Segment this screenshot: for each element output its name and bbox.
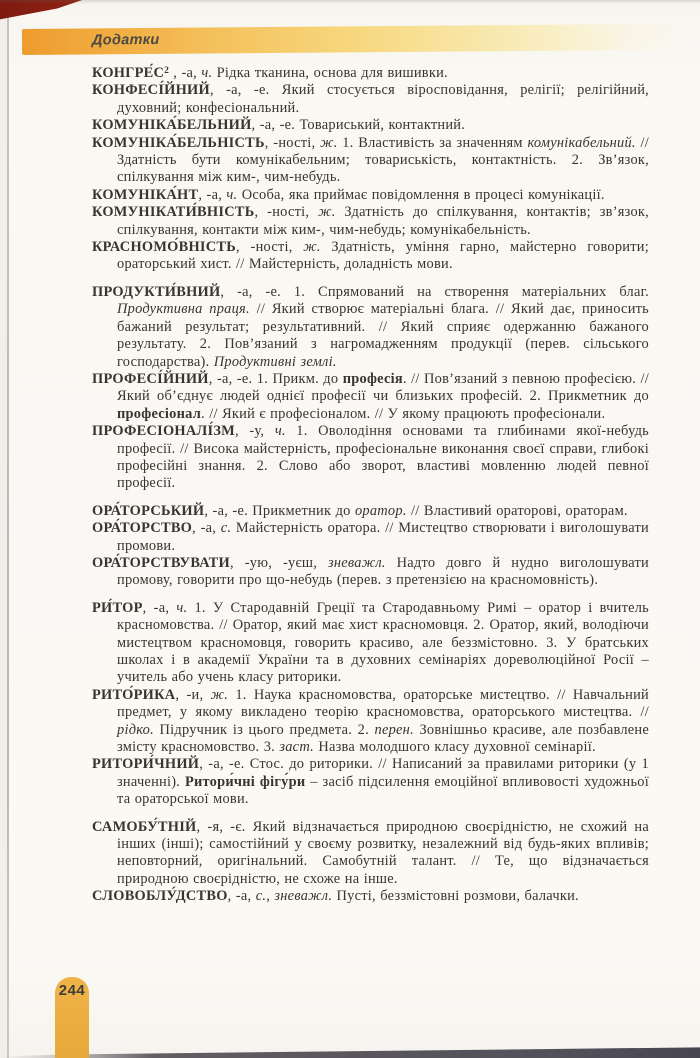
dictionary-entry — [92, 687, 649, 757]
entry-segment: Продуктивна праця. — [117, 301, 250, 318]
entry-segment: , -а, — [142, 599, 177, 616]
dictionary-entry — [92, 63, 649, 82]
dictionary-entry — [92, 187, 649, 204]
entry-segment: , -а, -е. 1. Спрямований на створення матеріальних благ. — [220, 283, 649, 300]
dictionary-entry — [92, 204, 649, 239]
entry-segment: ж. — [210, 686, 229, 703]
entry-segment: комунікабельний. — [527, 134, 636, 151]
dictionary-entry — [92, 423, 649, 493]
entry-segment: , -а, -е. 1. Прикм. до — [208, 370, 343, 387]
entry-segment: , -ую, -уєш, — [229, 554, 328, 571]
entry-segment: Продуктивні землі. — [213, 353, 337, 370]
dictionary-entry — [92, 600, 649, 687]
entry-group — [92, 819, 649, 906]
entry-segment: ч. — [274, 423, 286, 440]
entry-headword: СЛОВОБЛУ́ДСТВО — [92, 888, 228, 905]
entry-headword: КОМУНІКАТИ́ВНІСТЬ — [92, 204, 255, 221]
entry-segment: . // Пов’язаний з певною професією. // Який об’єднує людей однієї професії чи близьких професій. 2. Прикметник до — [117, 370, 649, 405]
entry-segment: 1. Наука красномовства, ораторське мистецтво. // Навчальний предмет, у якому викладено теорію красномовства, ораторського мистецтва. // — [117, 686, 649, 721]
entry-segment: , -а, -е. Товариський, контактний. — [251, 117, 466, 134]
entry-headword: КОМУНІКА́НТ — [92, 186, 199, 203]
dictionary-content — [92, 63, 649, 916]
entry-segment: , -а, — [227, 888, 256, 905]
entry-segment: професія — [342, 370, 403, 387]
entry-headword: САМОБУ́ТНІЙ — [92, 818, 197, 835]
entry-segment: // Який створює матеріальні блага. // Який дає, приносить бажаний результат; результативний. // Який сприяє одержанню бажаного результату. 2. Пов’язаний з нагромадженням продукції (перев. сільського господарства). — [117, 301, 649, 370]
page-number: 244 — [58, 982, 86, 999]
dictionary-entry — [92, 239, 649, 274]
page-left-edge — [7, 0, 9, 1058]
entry-headword: ПРОФЕСІ́ЙНИЙ — [92, 370, 209, 387]
dictionary-entry — [92, 819, 649, 889]
entry-segment: Назва молодшого класу духовної семінарії. — [314, 739, 596, 756]
entry-segment: зневажл. — [327, 554, 386, 571]
dictionary-entry — [92, 371, 649, 423]
entry-segment: ж. — [303, 239, 321, 256]
entry-segment: с., зневажл. — [255, 888, 333, 905]
entry-segment: // Здатність бути комунікабельним; товариськість, контактність. 2. Зв’язок, спілкування між ким-, чим-небудь. — [117, 134, 649, 186]
page-left-margin — [0, 0, 7, 1058]
page-number-tab — [55, 977, 89, 1058]
entry-segment: Здатність, уміння гарно, майстерно говорити; ораторський хист. // Майстерність, доладність мови. — [117, 239, 649, 273]
entry-segment: , -и, — [175, 686, 211, 703]
entry-segment: , -а, -е. Прикметник до — [204, 502, 355, 519]
entry-headword: КОНГРЕ́С — [92, 65, 165, 81]
entry-segment: , -а, — [168, 65, 202, 81]
entry-segment: 1. Оволодіння основами та глибинами якої-небудь професії. // Висока майстерність, професіональне виконання своєї справи, глибокі професійні знання. 2. Слово або зворот, властиві мовленню людей певної професії. — [117, 423, 649, 492]
entry-segment: , -ності, — [254, 204, 319, 221]
entry-headword: КОМУНІКА́БЕЛЬНИЙ — [92, 117, 252, 134]
entry-segment: Пусті, беззмістовні розмови, балачки. — [332, 888, 579, 905]
entry-group — [92, 503, 649, 590]
entry-segment: Здатність до спілкування, контактів; зв’язок, спілкування, контакти між ким-, чим-небудь; комунікабельність. — [117, 204, 649, 238]
entry-headword: РИТО́РИКА — [92, 686, 176, 703]
entry-segment: рідко. — [117, 721, 154, 738]
entry-segment: ч. — [201, 65, 213, 81]
entry-headword: ОРА́ТОРСЬКИЙ — [92, 502, 205, 519]
entry-segment: , -у, — [235, 423, 275, 440]
entry-headword: ПРОФЕСІОНАЛІ́ЗМ — [92, 423, 236, 440]
entry-segment: ч. — [176, 599, 188, 616]
chapter-title: Додатки — [91, 31, 160, 49]
entry-headword: ОРА́ТОРСТВУВАТИ — [92, 554, 230, 571]
entry-segment: , -а, — [192, 520, 221, 537]
entry-segment: . // Який є професіоналом. // У якому працюють професіонали. — [201, 405, 606, 422]
entry-segment: , -я, -є. Який відзначається природною своєрідністю, не схожий на інших (інші); самостійний у своєму розвитку, незалежний від будь-яких впливів; неповторний, оригінальний. Самобутній талант. // Те, що відзначається природною своєрідністю, не схоже на інше. — [117, 818, 649, 887]
entry-headword: КОНФЕСІ́ЙНИЙ — [92, 82, 210, 99]
entry-segment: заст. — [279, 739, 314, 756]
dictionary-entry — [92, 756, 649, 808]
entry-headword: КОМУНІКА́БЕЛЬНІСТЬ — [92, 134, 265, 151]
entry-segment: – засіб підсилення емоційної впливовості художньої та ораторської мови. — [117, 773, 650, 808]
entry-segment: Рідка тканина, основа для вишивки. — [212, 65, 448, 81]
entry-headword: ОРА́ТОРСТВО — [92, 520, 193, 537]
dictionary-entry — [92, 503, 649, 520]
entry-segment: Надто довго й нудно виголошувати промову, говорити про що-небудь (перев. з претензією на красномовність). — [117, 554, 649, 589]
entry-headword: РИТОРИ́ЧНИЙ — [92, 756, 200, 773]
entry-segment: , -а, -е. Стос. до риторики. // Написаний за правилами риторики (у 1 значенні). — [117, 756, 649, 790]
entry-segment: 2 — [164, 66, 169, 76]
entry-segment: Зовнішньо красиве, але позбавлене змісту красномовство. 3. — [117, 721, 650, 756]
entry-group — [92, 284, 649, 493]
entry-segment: с. — [220, 520, 232, 537]
entry-segment: Особа, яка приймає повідомлення в процесі комунікації. — [237, 186, 605, 203]
entry-segment: ж. — [318, 204, 336, 221]
dictionary-entry — [92, 555, 649, 590]
page-top-shadow — [0, 0, 700, 4]
entry-segment: професіонал — [117, 405, 202, 422]
entry-segment: 1. Властивість за значенням — [337, 134, 528, 151]
dictionary-entry — [92, 135, 649, 187]
entry-segment: Ритори́чні фігу́ри — [184, 773, 306, 790]
dictionary-entry — [92, 117, 649, 134]
entry-segment: перен. — [374, 721, 414, 738]
entry-segment: , -ності, — [264, 134, 321, 151]
dictionary-entry — [92, 520, 649, 555]
entry-segment: , -а, -е. Який стосується віросповідання, релігії; релігійний, духовний; конфесіональний. — [117, 82, 649, 116]
entry-headword: КРАСНОМО́ВНІСТЬ — [92, 239, 237, 256]
dictionary-entry — [92, 82, 649, 117]
entry-segment: ж. — [320, 134, 338, 151]
entry-headword: РИ́ТОР — [92, 599, 143, 616]
page-bottom-edge — [0, 1045, 700, 1058]
entry-group — [92, 63, 649, 274]
entry-headword: ПРОДУКТИ́ВНИЙ — [92, 283, 221, 300]
entry-group — [92, 600, 649, 809]
dictionary-entry — [92, 888, 649, 905]
entry-segment: , -ності, — [236, 239, 304, 256]
entry-segment: 1. У Стародавній Греції та Стародавньому Римі – оратор і вчитель красномовства. // Оратор, який має хист красномовця. 2. Оратор, який, володіючи мистецтвом красномовця, говорить красиво, але беззмістовно. 3. У братських школах і в академії України та в духовних семінаріях дореволюційної Росії – учитель або учень класу риторики. — [117, 599, 649, 686]
chapter-header-band — [22, 24, 694, 55]
entry-segment: Підручник із цього предмета. 2. — [153, 721, 375, 738]
entry-segment: , -а, — [198, 186, 227, 203]
entry-segment: оратор. — [354, 502, 407, 519]
dictionary-entry — [92, 284, 649, 371]
entry-segment: // Властивий ораторові, ораторам. — [406, 502, 628, 519]
entry-segment: Майстерність оратора. // Мистецтво створювати і виголошувати промови. — [117, 520, 649, 554]
entry-segment: ч. — [226, 186, 238, 203]
